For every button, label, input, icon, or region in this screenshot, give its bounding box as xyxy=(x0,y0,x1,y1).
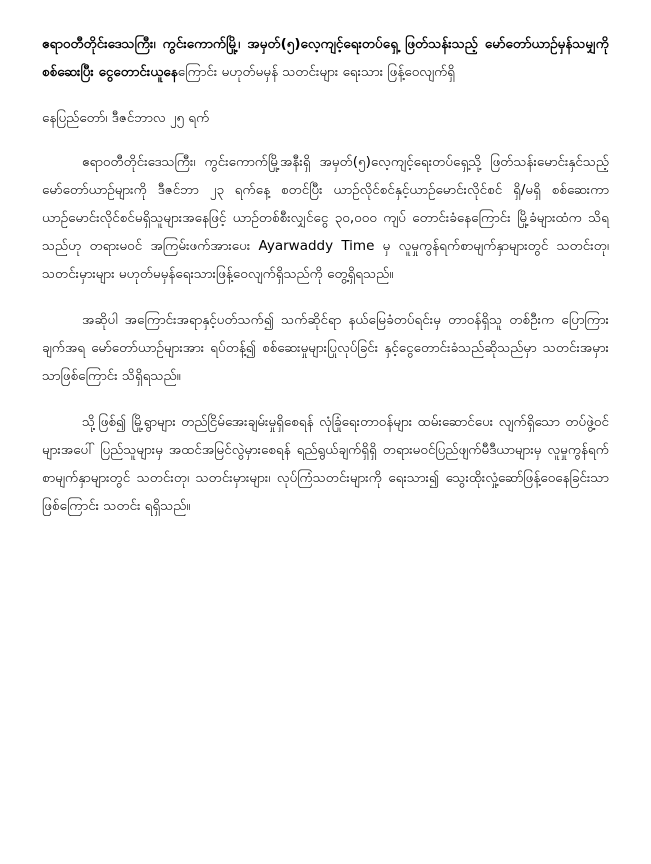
headline-normal: ကြောင်း မဟုတ်မမှန် သတင်းများ ရေးသား ဖြန့်ဝေလျက်ရှိ xyxy=(177,64,456,80)
dateline: နေပြည်တော်၊ ဒီဇင်ဘာလ ၂၅ ရက် xyxy=(42,110,210,126)
headline-bold: ဧရာဝတီတိုင်းဒေသကြီး၊ ကွင်းကောက်မြို့၊ အမှတ်(၅)လေ့ကျင့်ရေးတပ်ရှေ့ ဖြတ်သန်းသည့် မော်တော်ယာဉ်မှန်သမျှကို စစ်ဆေးပြီး ငွေတောင်းယူနေ xyxy=(42,36,609,80)
paragraph-2: အဆိုပါ အကြောင်းအရာနှင့်ပတ်သက်၍ သက်ဆိုင်ရာ နယ်မြေခံတပ်ရင်းမှ တာဝန်ရှိသူ တစ်ဦးက ပြောကြားချက်အရ မော်တော်ယာဉ်များအား ရပ်တန့်၍ စစ်ဆေးမှုများပြုလုပ်ခြင်း နှင့်ငွေတောင်းခံသည်ဆိုသည်မှာ သတင်းအမှားသာဖြစ်ကြောင်း သိရှိရသည်။ xyxy=(42,312,609,384)
paragraph-3: သို့ဖြစ်၍ မြို့ရွာများ တည်ငြိမ်အေးချမ်းမှုရှိစေရန် လုံခြုံရေးတာဝန်များ ထမ်းဆောင်ပေး လျက်ရှိသော တပ်ဖွဲ့ဝင်များအပေါ် ပြည်သူများမှ အထင်အမြင်လွဲမှားစေရန် ရည်ရွယ်ချက်ရှိရှိ တရားမဝင်ပြည်ဖျက်မီဒီယာများမှ လူမှုကွန်ရက်စာမျက်နှာများတွင် သတင်းတု၊ သတင်းမှားများ၊ လုပ်ကြံသတင်းများကို ရေးသား၍ သွေးထိုးလှုံ့ဆော်ဖြန့်ဝေနေခြင်းသာဖြစ်ကြောင်း သတင်း ရရှိသည်။ xyxy=(42,414,609,514)
paragraph-1: ဧရာဝတီတိုင်းဒေသကြီး၊ ကွင်းကောက်မြို့အနီးရှိ အမှတ်(၅)လေ့ကျင့်ရေးတပ်ရှေ့သို့ ဖြတ်သန်းမောင်းနှင်သည့် မော်တော်ယာဉ်များကို ဒီဇင်ဘာ ၂၃ ရက်နေ့ စတင်ပြီး ယာဉ်လိုင်စင်နှင့်ယာဉ်မောင်းလိုင်စင် ရှိ/မရှိ စစ်ဆေးကာ ယာဉ်မောင်းလိုင်စင်မရှိသူများအနေဖြင့် ယာဉ်တစ်စီးလျှင်ငွေ ၃၀,၀၀၀ ကျပ် တောင်းခံနေကြောင်း မြို့ခံများထံက သိရသည်ဟု တရားမဝင် အကြမ်းဖက်အားပေး Ayarwaddy Time မှ လူမှုကွန်ရက်စာမျက်နှာများတွင် သတင်းတု၊ သတင်းမှားများ မဟုတ်မမှန်ရေးသားဖြန့်ဝေလျက်ရှိသည်ကို တွေ့ရှိရသည်။ xyxy=(42,154,609,282)
headline xyxy=(42,30,609,86)
